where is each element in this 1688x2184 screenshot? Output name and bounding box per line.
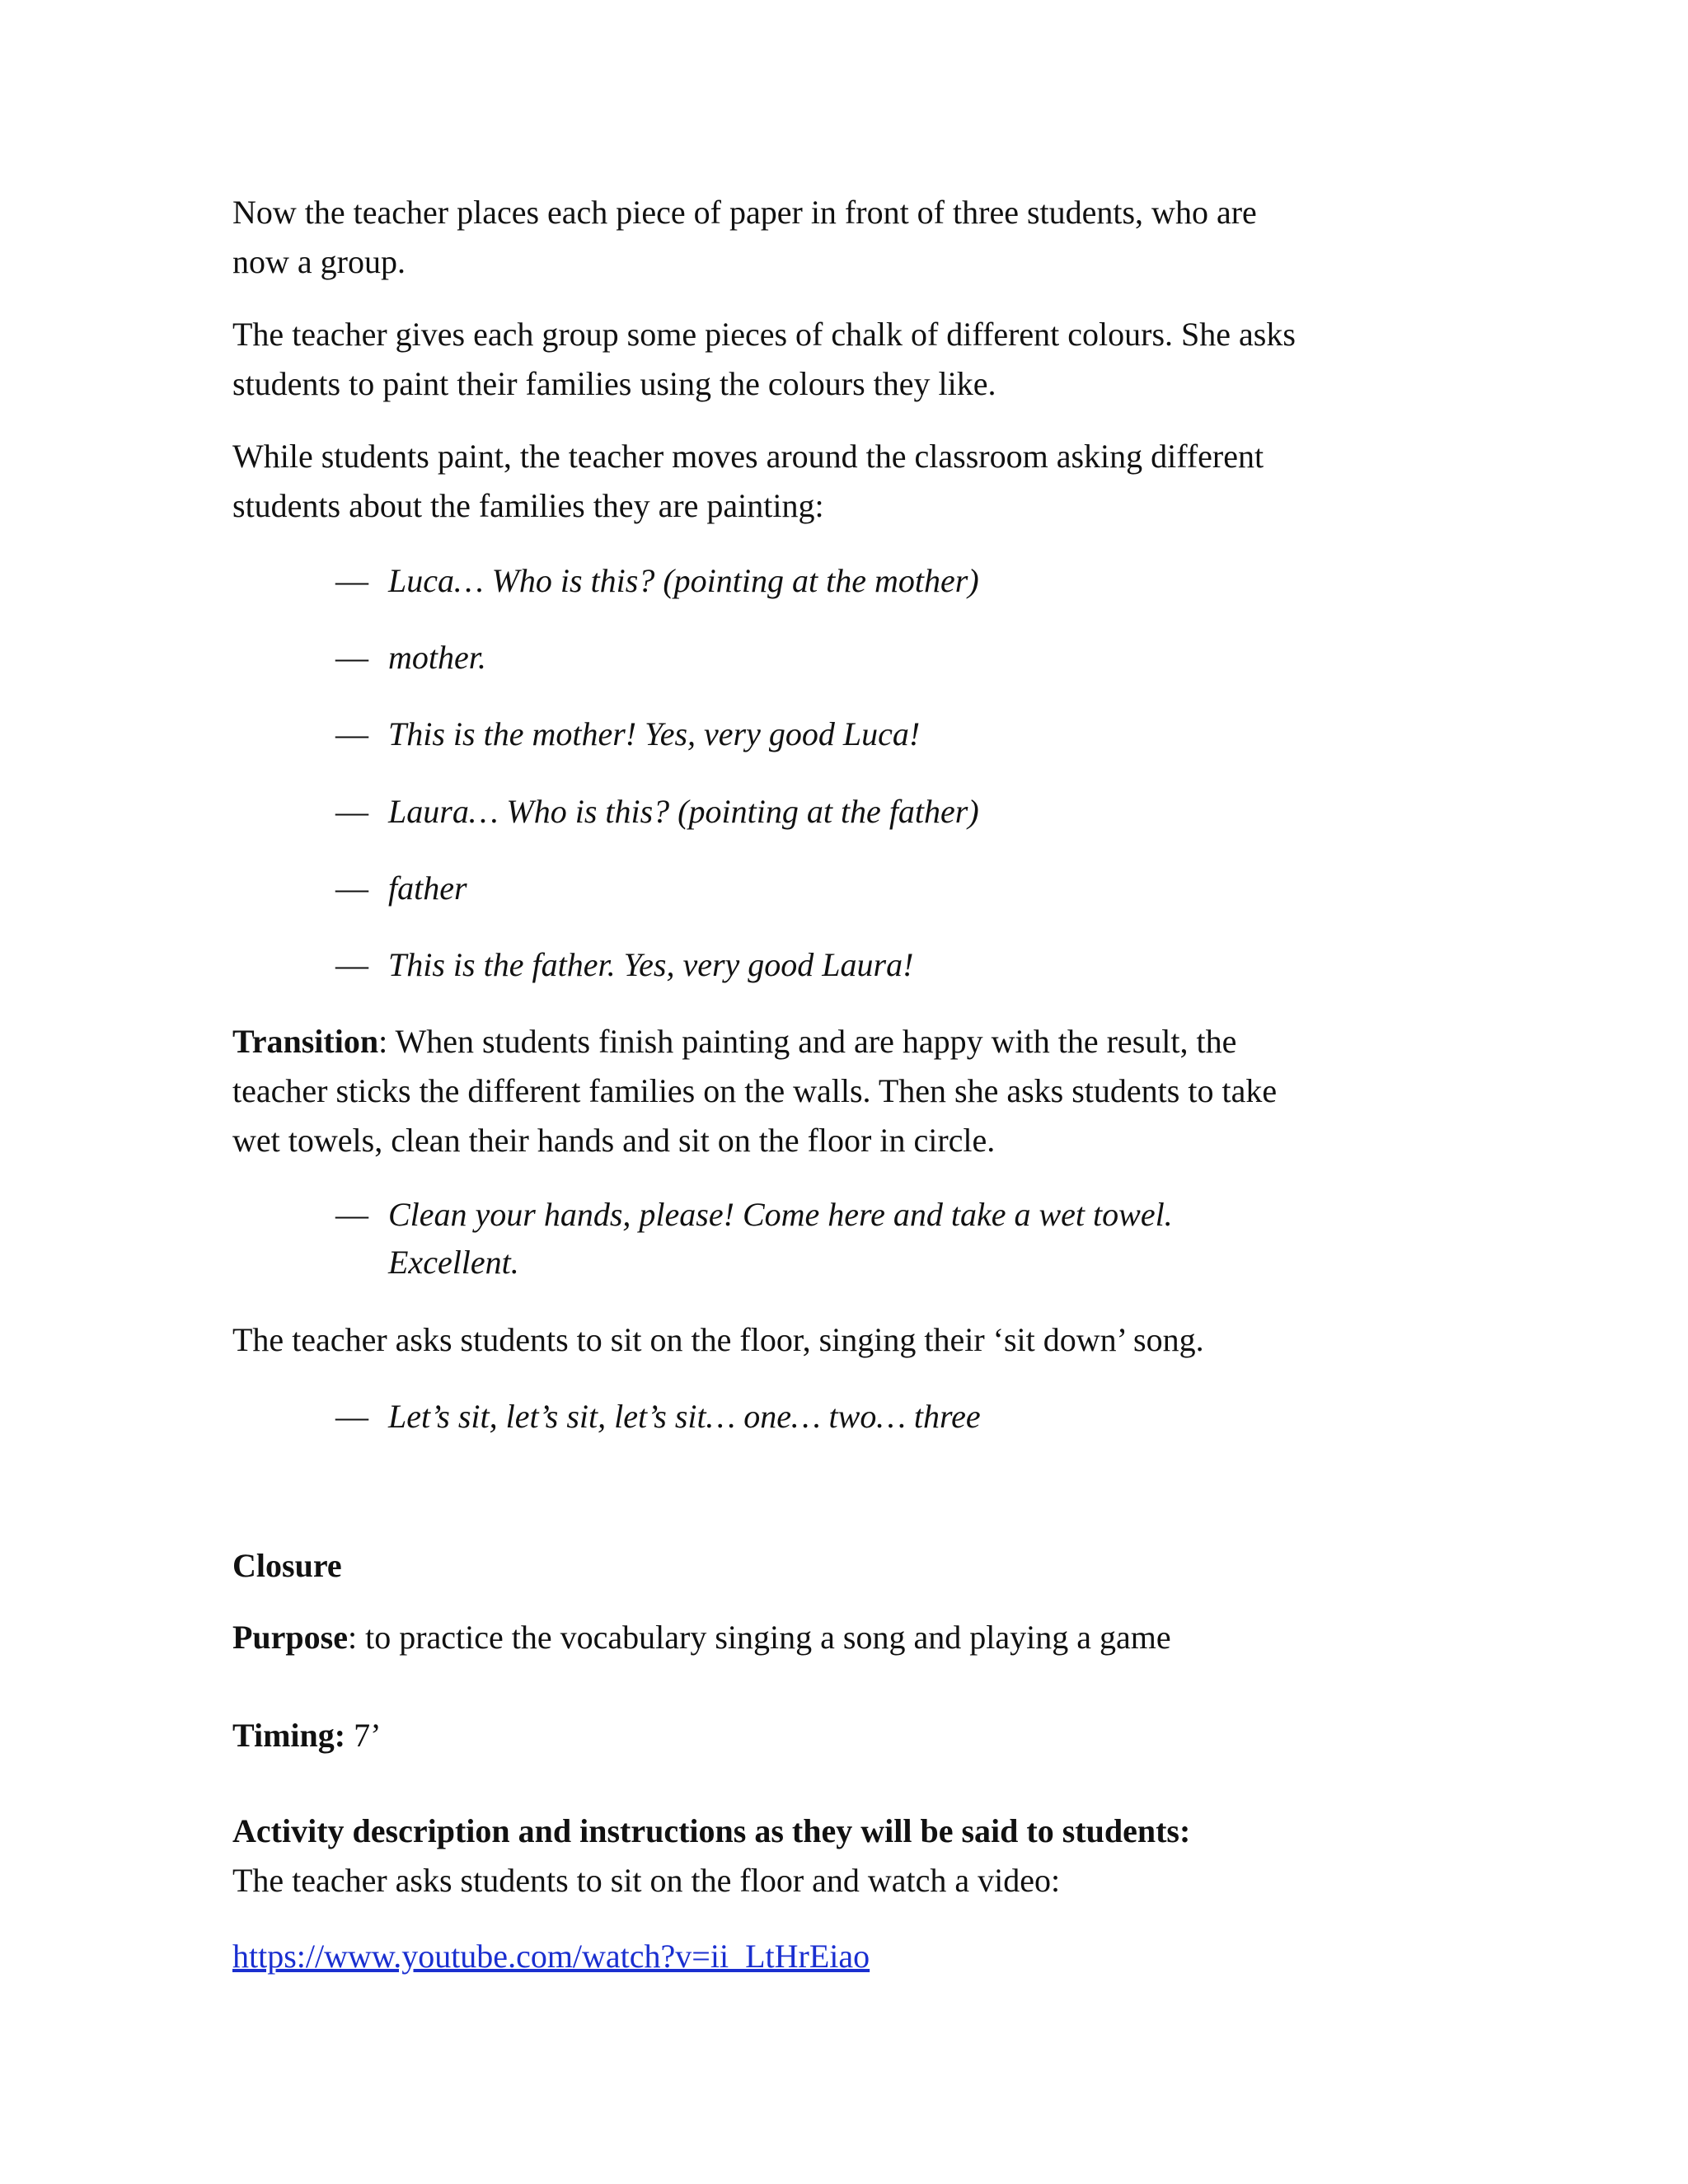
purpose-line [232, 1613, 1403, 1662]
paragraph-sit-down-song [232, 1315, 1403, 1365]
video-link-line [232, 1932, 1403, 1981]
paragraph-line: students about the families they are painting: [232, 487, 824, 524]
dialogue-line [335, 788, 979, 836]
em-dash: — [335, 639, 368, 676]
dialogue-line [335, 865, 467, 912]
paragraph-line: While students paint, the teacher moves around the classroom asking different [232, 438, 1264, 475]
paragraph-chalk [232, 310, 1403, 409]
paragraph-line: The teacher asks students to sit on the floor, singing their ‘sit down’ song. [232, 1321, 1204, 1358]
dialogue-line [335, 634, 486, 682]
dialogue-text: This is the mother! Yes, very good Luca! [388, 715, 921, 752]
section-heading-closure [232, 1541, 1403, 1591]
dialogue-line [335, 941, 913, 989]
paragraph-line: students to paint their families using the colours they like. [232, 365, 996, 402]
paragraph-groups [232, 188, 1403, 287]
em-dash: — [335, 715, 368, 752]
activity-heading: Activity description and instructions as they will be said to students: [232, 1812, 1191, 1849]
timing-line [232, 1711, 1403, 1760]
dialogue-text: Laura… Who is this? (pointing at the father) [388, 793, 979, 830]
transition-label: Transition [232, 1023, 379, 1060]
activity-text: The teacher asks students to sit on the floor and watch a video: [232, 1862, 1061, 1899]
purpose-text: : to practice the vocabulary singing a song and playing a game [348, 1619, 1171, 1656]
dialogue-continuation: Excellent. [388, 1244, 519, 1281]
dialogue-text: This is the father. Yes, very good Laura! [388, 946, 914, 983]
activity-description [232, 1807, 1403, 1905]
em-dash: — [335, 869, 368, 907]
dialogue-text: mother. [388, 639, 486, 676]
dialogue-line [335, 1393, 981, 1441]
dialogue-line [335, 710, 920, 758]
paragraph-line: now a group. [232, 243, 406, 280]
em-dash: — [335, 946, 368, 983]
dialogue-line [335, 557, 979, 605]
timing-label: Timing: [232, 1717, 346, 1754]
em-dash: — [335, 793, 368, 830]
paragraph-painting [232, 432, 1403, 531]
paragraph-line: wet towels, clean their hands and sit on the floor in circle. [232, 1122, 996, 1159]
em-dash: — [335, 562, 368, 599]
timing-value: 7’ [345, 1717, 382, 1754]
dialogue-text: Let’s sit, let’s sit, let’s sit… one… two… three [388, 1398, 981, 1435]
dialogue-text: Luca… Who is this? (pointing at the mother) [388, 562, 979, 599]
purpose-label: Purpose [232, 1619, 348, 1656]
dialogue-text: father [388, 869, 467, 907]
em-dash: — [335, 1398, 368, 1435]
closure-heading: Closure [232, 1547, 342, 1584]
dialogue-line [335, 1191, 1173, 1286]
paragraph-line: teacher sticks the different families on the walls. Then she asks students to take [232, 1072, 1278, 1109]
video-link[interactable]: https://www.youtube.com/watch?v=ii_LtHrEiao [232, 1938, 870, 1975]
paragraph-line: The teacher gives each group some pieces of chalk of different colours. She asks [232, 316, 1296, 353]
dialogue-text: Clean your hands, please! Come here and take a wet towel. [388, 1196, 1173, 1233]
em-dash: — [335, 1196, 368, 1233]
paragraph-line: Now the teacher places each piece of paper in front of three students, who are [232, 194, 1257, 231]
paragraph-transition [232, 1017, 1403, 1165]
paragraph-line: : When students finish painting and are happy with the result, the [378, 1023, 1237, 1060]
